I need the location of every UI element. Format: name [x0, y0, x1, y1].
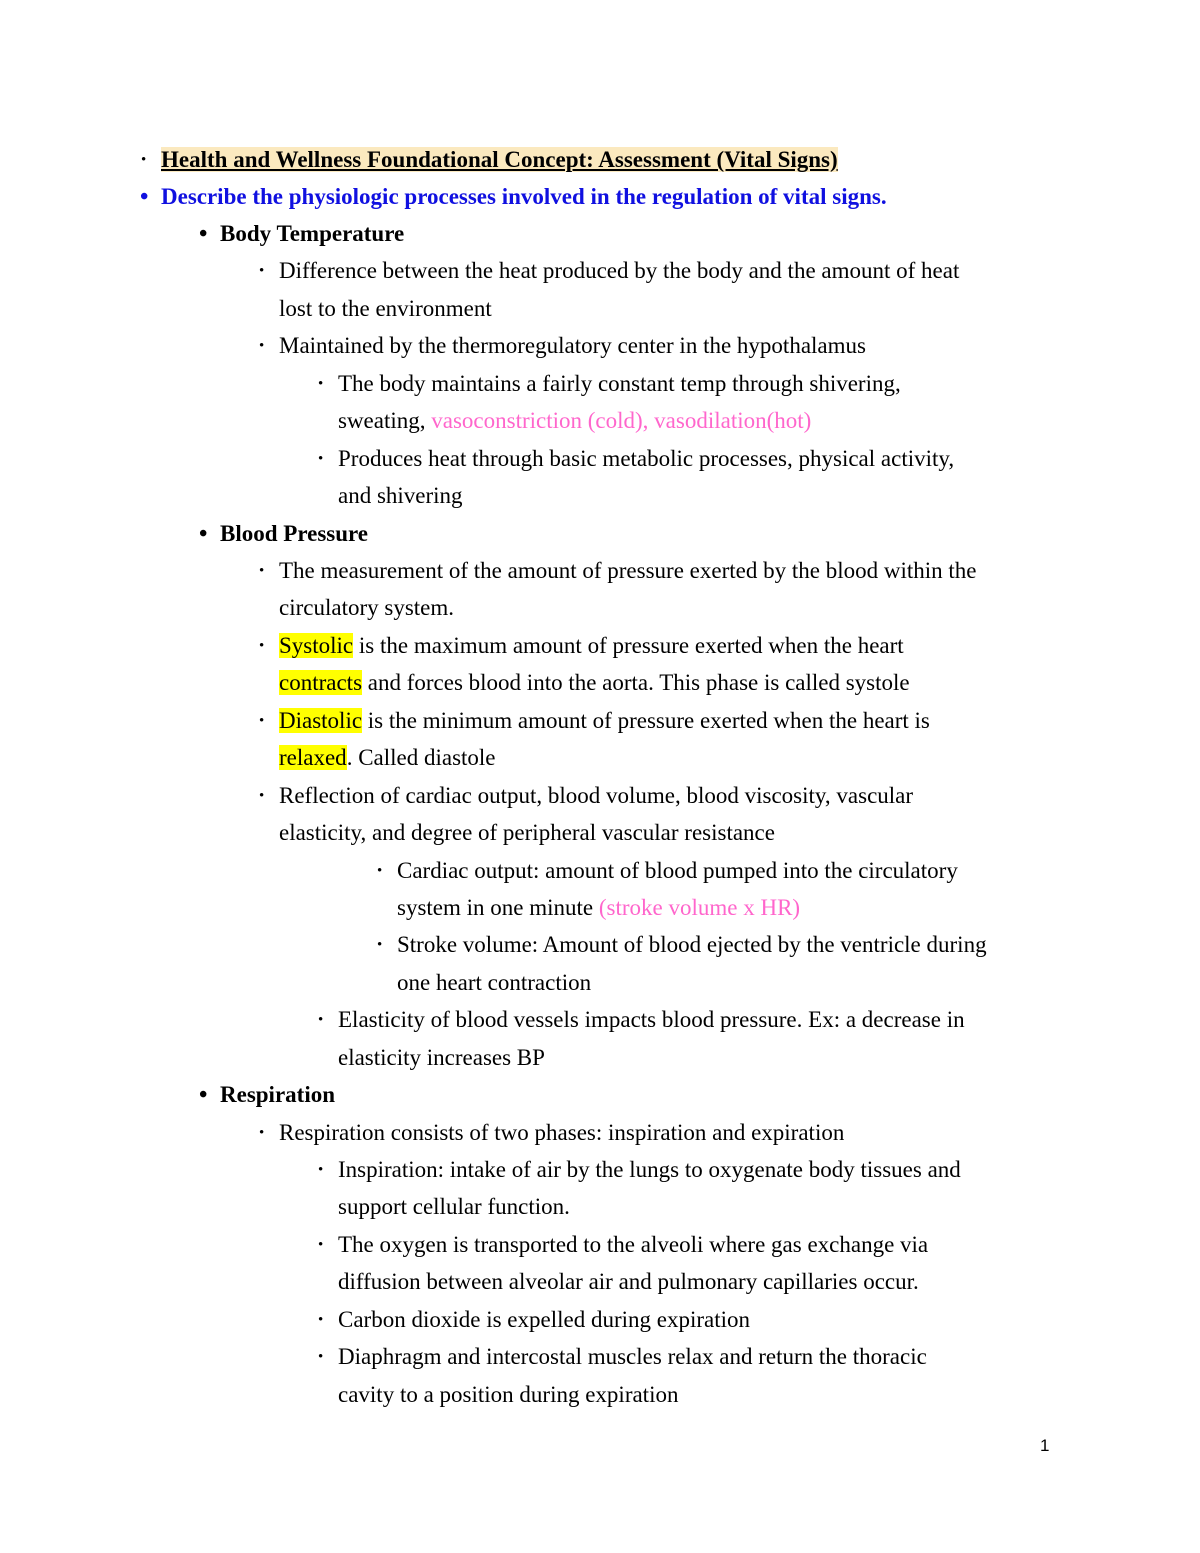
colored-note: vasoconstriction (cold), vasodilation(hot) [431, 408, 812, 433]
bullet-small: • [259, 713, 265, 729]
document-title: Health and Wellness Foundational Concept: Assessment (Vital Signs) [161, 147, 838, 172]
text-line: Inspiration: intake of air by the lungs to oxygenate body tissues and [338, 1157, 961, 1182]
text-line: Diaphragm and intercostal muscles relax and return the thoracic [338, 1344, 927, 1369]
bullet-big: • [140, 184, 149, 210]
text-line: contracts and forces blood into the aorta. This phase is called systole [279, 670, 910, 695]
bullet-small: • [318, 1012, 324, 1028]
bullet-small: • [259, 1125, 265, 1141]
bullet-small: • [259, 788, 265, 804]
bullet-small: • [318, 1162, 324, 1178]
colored-note: (stroke volume x HR) [598, 895, 801, 920]
text-line: Maintained by the thermoregulatory center in the hypothalamus [279, 333, 866, 358]
highlight: Diastolic [279, 708, 363, 733]
text-line: Systolic is the maximum amount of pressure exerted when the heart [279, 633, 904, 658]
highlight: contracts [279, 670, 363, 695]
text-line: one heart contraction [397, 970, 592, 995]
text-line: Difference between the heat produced by the body and the amount of heat [279, 258, 960, 283]
bullet-big: • [199, 521, 208, 547]
bullet-small: • [259, 263, 265, 279]
page-number: 1 [1040, 1436, 1050, 1455]
bullet-small: • [141, 152, 147, 168]
text-line: Elasticity of blood vessels impacts blood pressure. Ex: a decrease in [338, 1007, 965, 1032]
bullet-small: • [318, 1237, 324, 1253]
highlight: relaxed [279, 745, 347, 770]
bullet-small: • [318, 1349, 324, 1365]
bullet-small: • [318, 376, 324, 392]
bullet-small: • [318, 1312, 324, 1328]
bullet-small: • [259, 638, 265, 654]
section-heading-blood-pressure: Blood Pressure [220, 521, 369, 546]
text-line: Carbon dioxide is expelled during expiration [338, 1307, 750, 1332]
text-line: The oxygen is transported to the alveoli where gas exchange via [338, 1232, 929, 1257]
text-line: circulatory system. [279, 595, 455, 620]
text-line: The measurement of the amount of pressure exerted by the blood within the [279, 558, 977, 583]
bullet-small: • [377, 937, 383, 953]
text-line: Diastolic is the minimum amount of pressure exerted when the heart is [279, 708, 930, 733]
bullet-small: • [377, 863, 383, 879]
bullet-big: • [199, 221, 208, 247]
learning-objective: Describe the physiologic processes involved in the regulation of vital signs. [161, 184, 887, 209]
text-line: Produces heat through basic metabolic processes, physical activity, [338, 446, 955, 471]
highlight: Systolic [279, 633, 354, 658]
text-line: Respiration consists of two phases: inspiration and expiration [279, 1120, 845, 1145]
text-line: diffusion between alveolar air and pulmonary capillaries occur. [338, 1269, 919, 1294]
bullet-small: • [259, 563, 265, 579]
text-line: cavity to a position during expiration [338, 1382, 679, 1407]
bullet-small: • [259, 338, 265, 354]
text-line: elasticity increases BP [338, 1045, 545, 1070]
text-line: Cardiac output: amount of blood pumped into the circulatory [397, 858, 958, 883]
text-line: system in one minute (stroke volume x HR) [397, 895, 801, 920]
text-line: elasticity, and degree of peripheral vascular resistance [279, 820, 775, 845]
text-line: lost to the environment [279, 296, 492, 321]
bullet-small: • [318, 451, 324, 467]
text-line: relaxed. Called diastole [279, 745, 496, 770]
text-line: Stroke volume: Amount of blood ejected by the ventricle during [397, 932, 987, 957]
text-line: Reflection of cardiac output, blood volume, blood viscosity, vascular [279, 783, 914, 808]
text-line: The body maintains a fairly constant temp through shivering, [338, 371, 901, 396]
bullet-big: • [199, 1082, 208, 1108]
section-heading-body-temperature: Body Temperature [220, 221, 405, 246]
section-heading-respiration: Respiration [220, 1082, 335, 1107]
text-line: and shivering [338, 483, 463, 508]
text-line: sweating, vasoconstriction (cold), vasodilation(hot) [338, 408, 812, 433]
text-line: support cellular function. [338, 1194, 570, 1219]
